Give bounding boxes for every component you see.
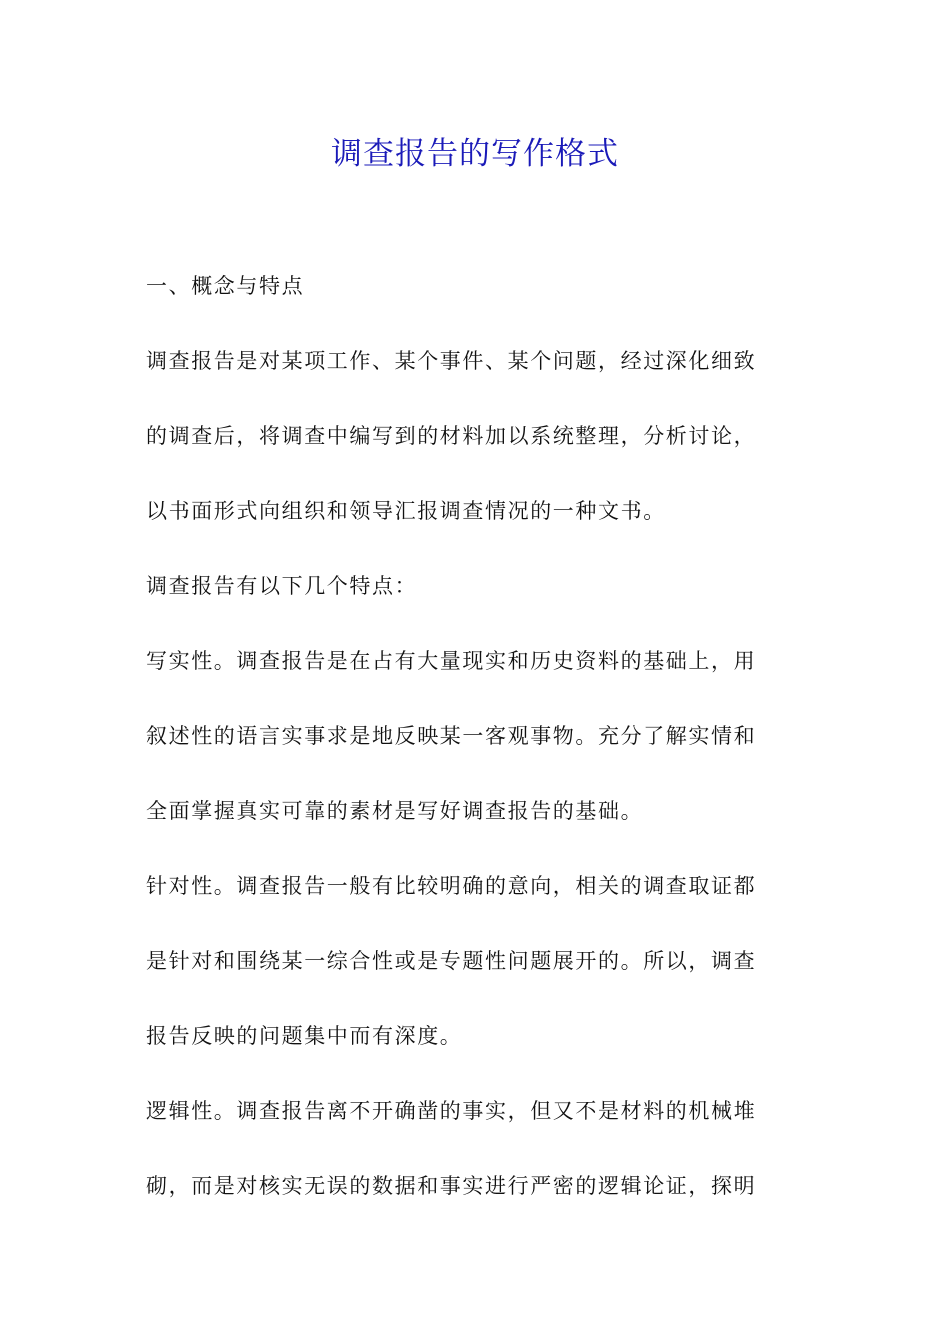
- text-line: 砌，而是对核实无误的数据和事实进行严密的逻辑论证，探明: [146, 1174, 757, 1198]
- text-line: 调查报告有以下几个特点：: [146, 574, 418, 598]
- text-line: 全面掌握真实可靠的素材是写好调查报告的基础。: [146, 799, 644, 823]
- paragraph-pertinence: [146, 849, 806, 1074]
- text-line: 的调查后，将调查中编写到的材料加以系统整理，分析讨论，: [146, 424, 757, 448]
- paragraph-logic: [146, 1074, 806, 1224]
- document-body: [146, 262, 806, 1224]
- paragraph-features-intro: [146, 549, 806, 624]
- text-line: 针对性。调查报告一般有比较明确的意向，相关的调查取证都: [146, 874, 757, 898]
- text-line: 是针对和围绕某一综合性或是专题性问题展开的。所以，调查: [146, 949, 757, 973]
- text-line: 写实性。调查报告是在占有大量现实和历史资料的基础上，用: [146, 649, 757, 673]
- paragraph-realism: [146, 624, 806, 849]
- document-title: 调查报告的写作格式: [331, 136, 619, 172]
- text-line: 以书面形式向组织和领导汇报调查情况的一种文书。: [146, 499, 666, 523]
- text-line: 逻辑性。调查报告离不开确凿的事实，但又不是材料的机械堆: [146, 1099, 757, 1123]
- text-line: 叙述性的语言实事求是地反映某一客观事物。充分了解实情和: [146, 724, 757, 748]
- paragraph-definition: [146, 324, 806, 549]
- text-line: 调查报告是对某项工作、某个事件、某个问题，经过深化细致: [146, 349, 757, 373]
- text-line: 报告反映的问题集中而有深度。: [146, 1024, 463, 1048]
- section-heading: 一、概念与特点: [146, 274, 305, 298]
